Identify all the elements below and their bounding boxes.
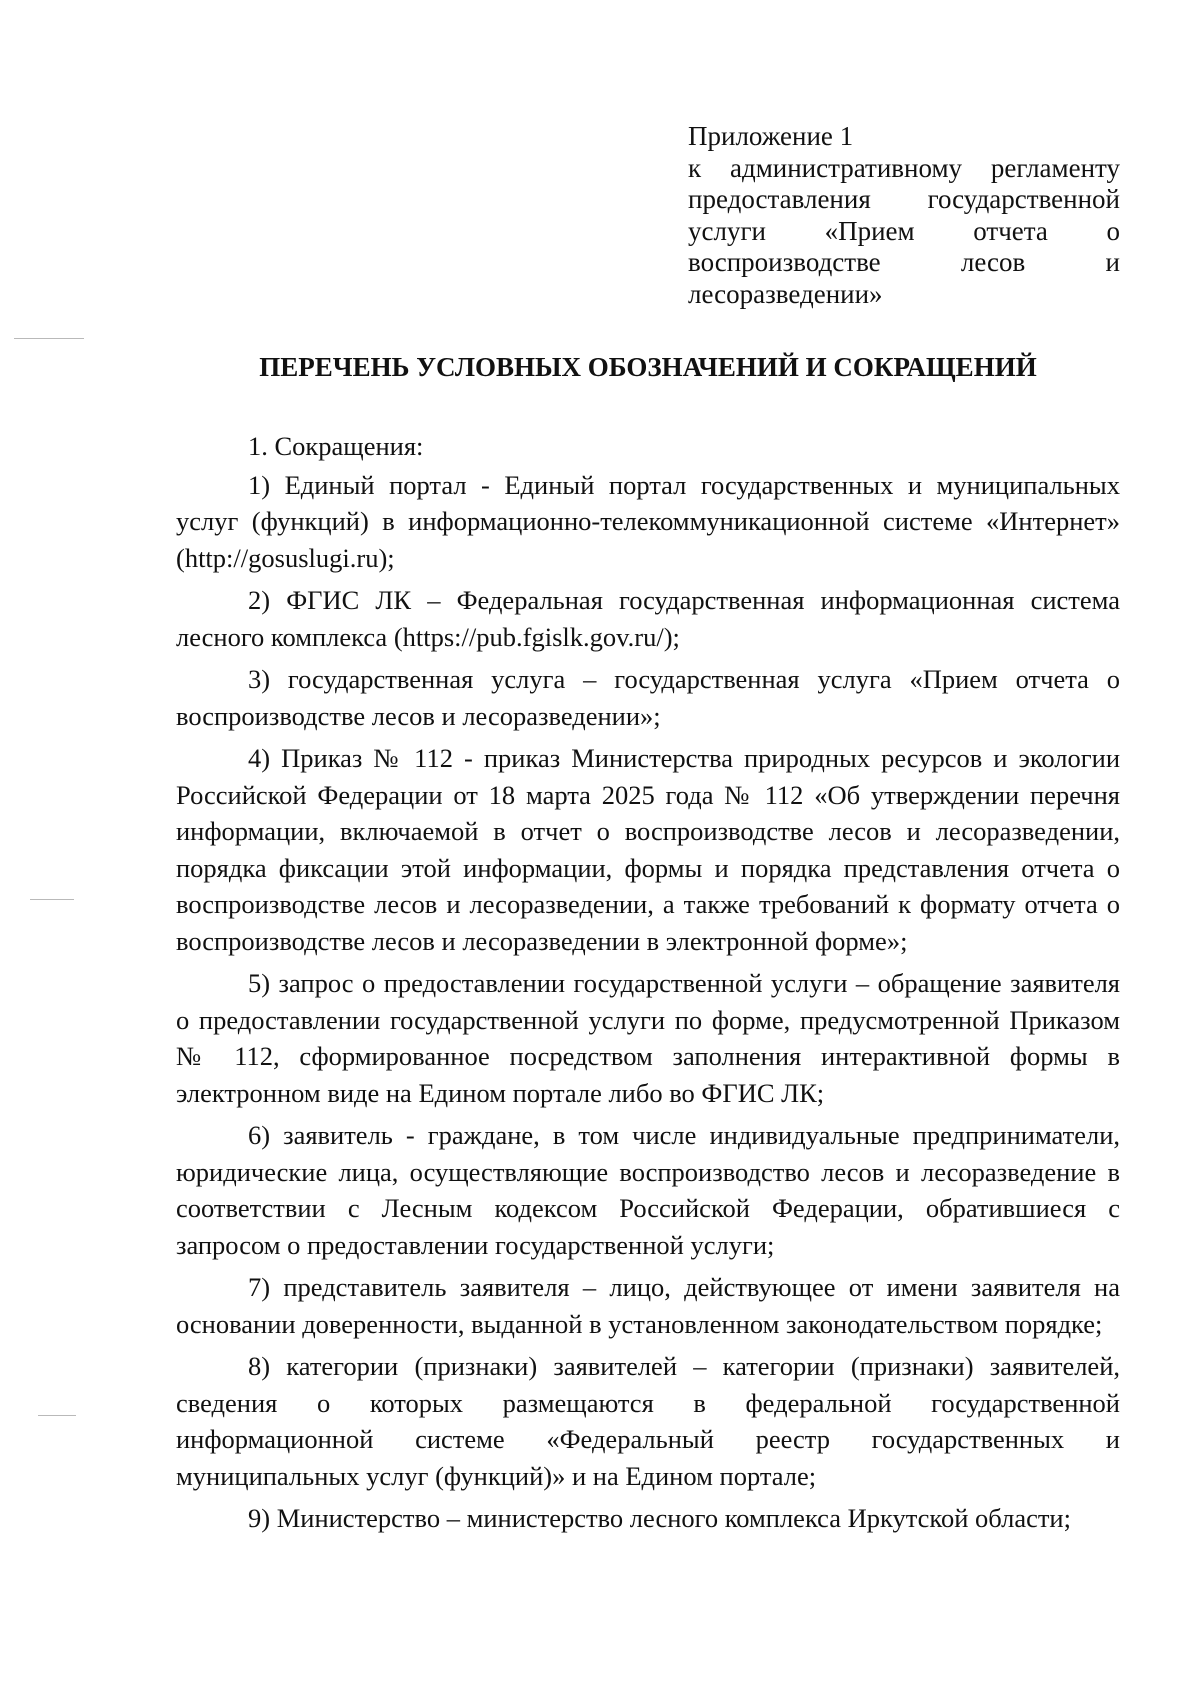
annex-text: к административному регламенту предоставления государственной услуги «Прием отчета о воспроизводстве лесов и лесоразведении» <box>688 152 1120 309</box>
abbreviation-item-6: 6) заявитель - граждане, в том числе индивидуальные предприниматели, юридические лица, осуществляющие воспроизводство лесов и лесоразведение в соответствии с Лесным кодексом Российской Федерации, обратившиеся с запросом о предоставлении государственной услуги; <box>176 1120 1120 1260</box>
scan-speck <box>30 899 74 900</box>
document-title: ПЕРЕЧЕНЬ УСЛОВНЫХ ОБОЗНАЧЕНИЙ И СОКРАЩЕНИЙ <box>259 352 1037 382</box>
document-body <box>176 428 1120 1543</box>
annex-heading: Приложение 1 <box>688 121 854 151</box>
abbreviation-item-7: 7) представитель заявителя – лицо, действующее от имени заявителя на основании доверенности, выданной в установленном законодательством порядке; <box>176 1272 1120 1339</box>
abbreviation-item-3: 3) государственная услуга – государственная услуга «Прием отчета о воспроизводстве лесов и лесоразведении»; <box>176 664 1120 731</box>
abbreviation-item-8: 8) категории (признаки) заявителей – категории (признаки) заявителей, сведения о которых размещаются в федеральной государственной информационной системе «Федеральный реестр государственных и муниципальных услуг (функций)» и на Едином портале; <box>176 1351 1120 1491</box>
abbreviation-item-2: 2) ФГИС ЛК – Федеральная государственная информационная система лесного комплекса (https://pub.fgislk.gov.ru/); <box>176 585 1120 652</box>
abbreviation-item-4: 4) Приказ № 112 - приказ Министерства природных ресурсов и экологии Российской Федерации от 18 марта 2025 года № 112 «Об утверждении перечня информации, включаемой в отчет о воспроизводстве лесов и лесоразведении, порядка фиксации этой информации, формы и порядка представления отчета о воспроизводстве лесов и лесоразведении, а также требований к формату отчета о воспроизводстве лесов и лесоразведении в электронной форме»; <box>176 743 1120 956</box>
annex-block <box>688 121 1120 310</box>
scan-speck <box>14 338 84 339</box>
abbreviation-item-5: 5) запрос о предоставлении государственной услуги – обращение заявителя о предоставлении государственной услуги по форме, предусмотренной Приказом № 112, сформированное посредством заполнения интерактивной формы в электронном виде на Едином портале либо во ФГИС ЛК; <box>176 968 1120 1108</box>
section-heading: 1. Сокращения: <box>248 431 424 461</box>
abbreviation-item-1: 1) Единый портал - Единый портал государственных и муниципальных услуг (функций) в информационно-телекоммуникационной системе «Интернет» (http://gosuslugi.ru); <box>176 469 1120 573</box>
abbreviation-item-9: 9) Министерство – министерство лесного комплекса Иркутской области; <box>248 1503 1071 1533</box>
scan-speck <box>38 1415 76 1416</box>
